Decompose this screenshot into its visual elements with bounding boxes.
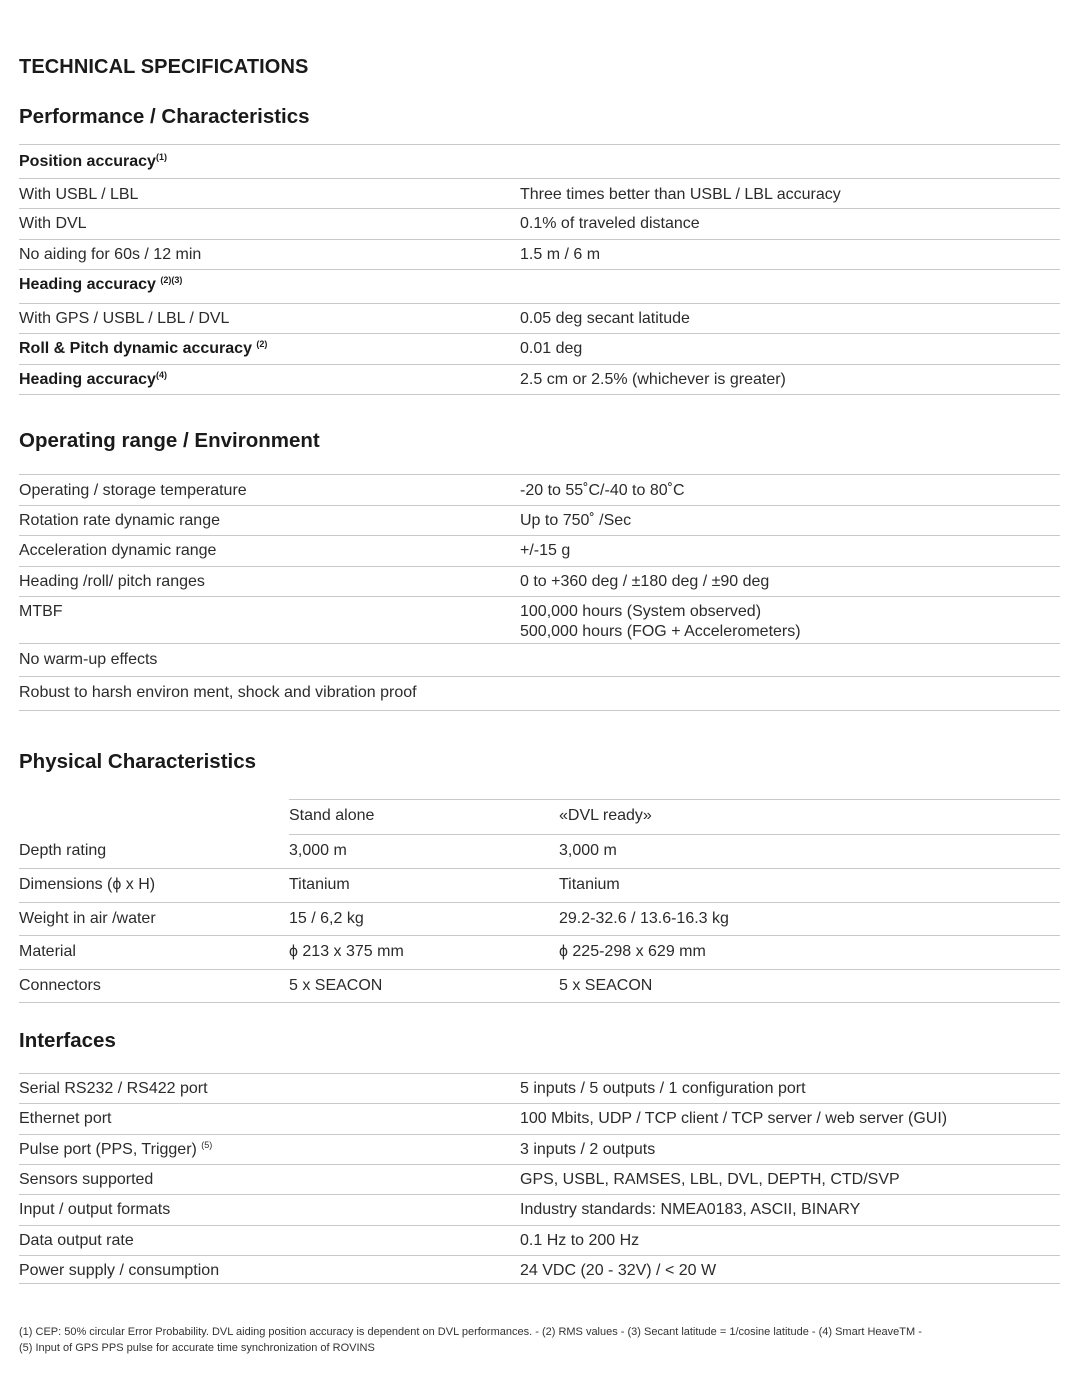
table-row (19, 903, 1060, 936)
table-row (19, 1195, 1060, 1226)
row-label: Depth rating (19, 842, 107, 859)
row-label: Connectors (19, 977, 101, 994)
row-label: Weight in air /water (19, 910, 156, 927)
row-label: With GPS / USBL / LBL / DVL (19, 310, 230, 327)
row-label: No warm-up effects (19, 651, 158, 668)
row-label: Dimensions (ϕ x H) (19, 876, 156, 893)
footnotes (19, 1324, 1060, 1356)
row-value: 100,000 hours (System observed) (520, 603, 762, 620)
row-label: MTBF (19, 603, 63, 620)
row-value: 0.1% of traveled distance (520, 215, 700, 232)
row-value: 0.1 Hz to 200 Hz (520, 1232, 640, 1249)
row-value: 1.5 m / 6 m (520, 246, 601, 263)
row-label: Power supply / consumption (19, 1262, 220, 1279)
row-label: Heading /roll/ pitch ranges (19, 573, 205, 590)
row-label: Acceleration dynamic range (19, 542, 217, 559)
row-value-dvl-ready: ϕ 225-298 x 629 mm (559, 943, 706, 960)
row-value: Industry standards: NMEA0183, ASCII, BINARY (520, 1201, 861, 1218)
table-row (19, 1226, 1060, 1256)
table-row (19, 145, 1060, 179)
table-row (19, 506, 1060, 536)
table-row (19, 209, 1060, 240)
table-row (19, 1256, 1060, 1284)
row-value-dvl-ready: 3,000 m (559, 842, 617, 859)
footnote-line: (5) Input of GPS PPS pulse for accurate time synchronization of ROVINS (19, 1342, 375, 1354)
table-row (19, 304, 1060, 334)
row-value: 0.05 deg secant latitude (520, 310, 690, 327)
row-label: Material (19, 943, 76, 960)
row-label: Serial RS232 / RS422 port (19, 1080, 208, 1097)
row-label: Rotation rate dynamic range (19, 512, 220, 529)
table-row (19, 270, 1060, 304)
row-label: Robust to harsh environ ment, shock and vibration proof (19, 684, 417, 701)
row-value-dvl-ready: 29.2-32.6 / 13.6-16.3 kg (559, 910, 729, 927)
table-row (19, 936, 1060, 970)
row-value: 0 to +360 deg / ±180 deg / ±90 deg (520, 573, 770, 590)
row-label: Roll & Pitch dynamic accuracy $^{(2)}$ (19, 339, 268, 357)
row-value: 2.5 cm or 2.5% (whichever is greater) (520, 371, 786, 388)
operating-table (19, 474, 1060, 711)
table-row (19, 567, 1060, 597)
row-value-stand-alone: 3,000 m (289, 842, 347, 859)
row-value-stand-alone: 15 / 6,2 kg (289, 910, 364, 927)
table-row (19, 334, 1060, 365)
row-value: 3 inputs / 2 outputs (520, 1141, 656, 1158)
row-value-dvl-ready: Titanium (559, 876, 620, 893)
section-title-interfaces: Interfaces (19, 1029, 116, 1052)
row-label: Data output rate (19, 1232, 134, 1249)
row-value: 5 inputs / 5 outputs / 1 configuration port (520, 1080, 806, 1097)
row-label: Operating / storage temperature (19, 482, 247, 499)
table-row (19, 1165, 1060, 1195)
document-title: TECHNICAL SPECIFICATIONS (19, 56, 309, 78)
row-value: 24 VDC (20 - 32V) / < 20 W (520, 1262, 717, 1279)
physical-table (19, 799, 1060, 1003)
row-value: +/-15 g (520, 542, 571, 559)
row-value-secondary: 500,000 hours (FOG + Accelerometers) (520, 623, 801, 640)
row-value-stand-alone: ϕ 213 x 375 mm (289, 943, 404, 960)
column-header-dvl-ready: «DVL ready» (559, 807, 652, 824)
row-label: With USBL / LBL (19, 186, 139, 203)
table-row (19, 970, 1060, 1003)
row-value-dvl-ready: 5 x SEACON (559, 977, 653, 994)
table-row (19, 597, 1060, 644)
table-row (19, 1104, 1060, 1135)
row-label: Pulse port (PPS, Trigger) $^{(5)}$ (19, 1140, 213, 1158)
table-row (19, 240, 1060, 270)
section-title-performance: Performance / Characteristics (19, 105, 310, 128)
row-value: 0.01 deg (520, 340, 583, 357)
table-row (19, 835, 1060, 869)
row-label: Ethernet port (19, 1110, 112, 1127)
row-label: Heading accuracy $^{(2)(3)}$ (19, 275, 183, 293)
row-value: Three times better than USBL / LBL accuracy (520, 186, 841, 203)
table-row (19, 677, 1060, 711)
table-row (19, 869, 1060, 903)
footnote-line: (1) CEP: 50% circular Error Probability. DVL aiding position accuracy is dependent on DVL performances. - (2) RMS values - (3) Secant latitude = 1/cosine latitude - (4) Smart HeaveTM - (19, 1326, 922, 1338)
table-row (19, 1135, 1060, 1165)
row-label: Sensors supported (19, 1171, 154, 1188)
table-row (19, 536, 1060, 567)
section-title-operating: Operating range / Environment (19, 429, 320, 452)
table-row (19, 644, 1060, 677)
row-value-stand-alone: Titanium (289, 876, 350, 893)
performance-table (19, 144, 1060, 395)
row-label: Input / output formats (19, 1201, 171, 1218)
row-value: GPS, USBL, RAMSES, LBL, DVL, DEPTH, CTD/SVP (520, 1171, 900, 1188)
table-row (19, 475, 1060, 506)
row-label: No aiding for 60s / 12 min (19, 246, 202, 263)
table-row (19, 365, 1060, 395)
row-value: Up to 750˚ /Sec (520, 512, 632, 529)
row-label: With DVL (19, 215, 87, 232)
section-title-physical: Physical Characteristics (19, 750, 257, 773)
row-label: Position accuracy$^{(1)}$ (19, 152, 167, 170)
row-value-stand-alone: 5 x SEACON (289, 977, 383, 994)
row-label: Heading accuracy$^{(4)}$ (19, 370, 167, 388)
row-value: 100 Mbits, UDP / TCP client / TCP server / web server (GUI) (520, 1110, 948, 1127)
column-header-stand-alone: Stand alone (289, 807, 375, 824)
interfaces-table (19, 1073, 1060, 1284)
table-row (19, 1074, 1060, 1104)
row-value: -20 to 55˚C/-40 to 80˚C (520, 482, 685, 499)
table-header-row (289, 799, 1060, 835)
table-row (19, 179, 1060, 209)
